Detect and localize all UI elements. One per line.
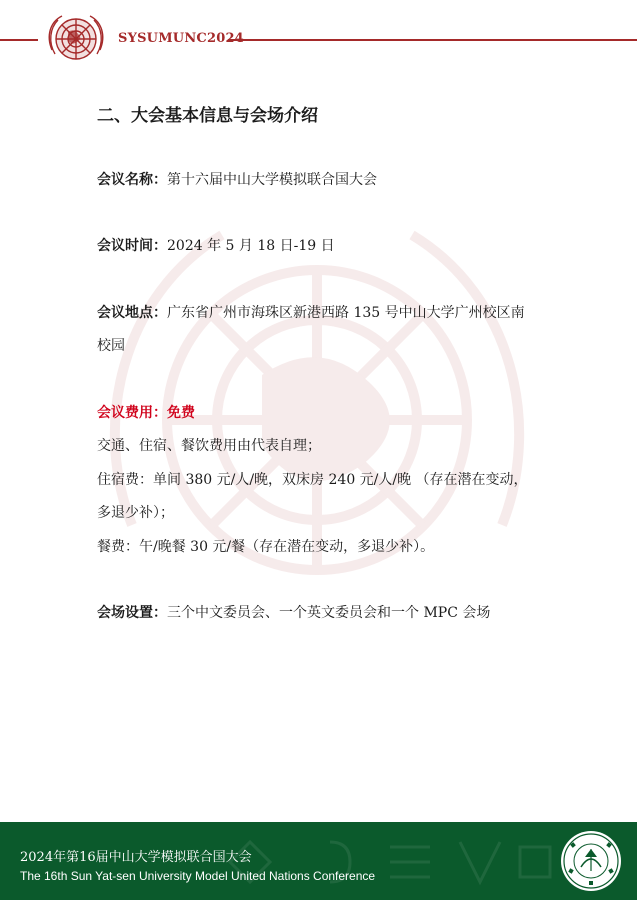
accommodation-fee-line: 住宿费：单间 380 元/人/晚，双床房 240 元/人/晚 （存在潜在变动， <box>97 472 528 488</box>
header-rule-left <box>0 39 38 41</box>
venue-setup-label: 会场设置： <box>97 605 167 621</box>
meeting-time-value: 2024 年 5 月 18 日-19 日 <box>167 238 335 254</box>
meal-fee-line: 餐费：午/晚餐 30 元/餐（存在潜在变动，多退少补）。 <box>97 539 435 555</box>
footer-title-cn: 2024年第16届中山大学模拟联合国大会 <box>20 850 252 865</box>
footer-title-en: The 16th Sun Yat-sen University Model United Nations Conference <box>20 869 376 883</box>
meeting-name-value: 第十六届中山大学模拟联合国大会 <box>167 172 377 188</box>
un-emblem-icon <box>40 10 112 70</box>
meeting-location-value: 广东省广州市海珠区新港西路 135 号中山大学广州校区南 <box>167 305 525 321</box>
meeting-fee-heading: 会议费用：免费 <box>97 405 195 421</box>
header-rule-right <box>228 39 637 41</box>
brand-title: SYSUMUNC2024 <box>118 31 244 46</box>
meeting-time-row <box>97 235 335 255</box>
venue-setup-value: 三个中文委员会、一个英文委员会和一个 MPC 会场 <box>167 605 491 621</box>
sun-yat-sen-university-seal-icon <box>559 829 623 893</box>
meeting-name-row <box>97 169 377 189</box>
fee-note-line: 交通、住宿、餐饮费用由代表自理； <box>97 438 321 454</box>
venue-setup-row <box>97 602 490 622</box>
page-footer <box>0 822 637 900</box>
accommodation-fee-continued: 多退少补）； <box>97 505 174 521</box>
un-watermark-icon <box>92 205 542 655</box>
meeting-location-row <box>97 302 525 322</box>
meeting-time-label: 会议时间： <box>97 238 167 254</box>
meeting-location-label: 会议地点： <box>97 305 167 321</box>
meeting-name-label: 会议名称： <box>97 172 167 188</box>
meeting-location-continued: 校园 <box>97 338 125 354</box>
section-title: 二、大会基本信息与会场介绍 <box>97 106 318 126</box>
